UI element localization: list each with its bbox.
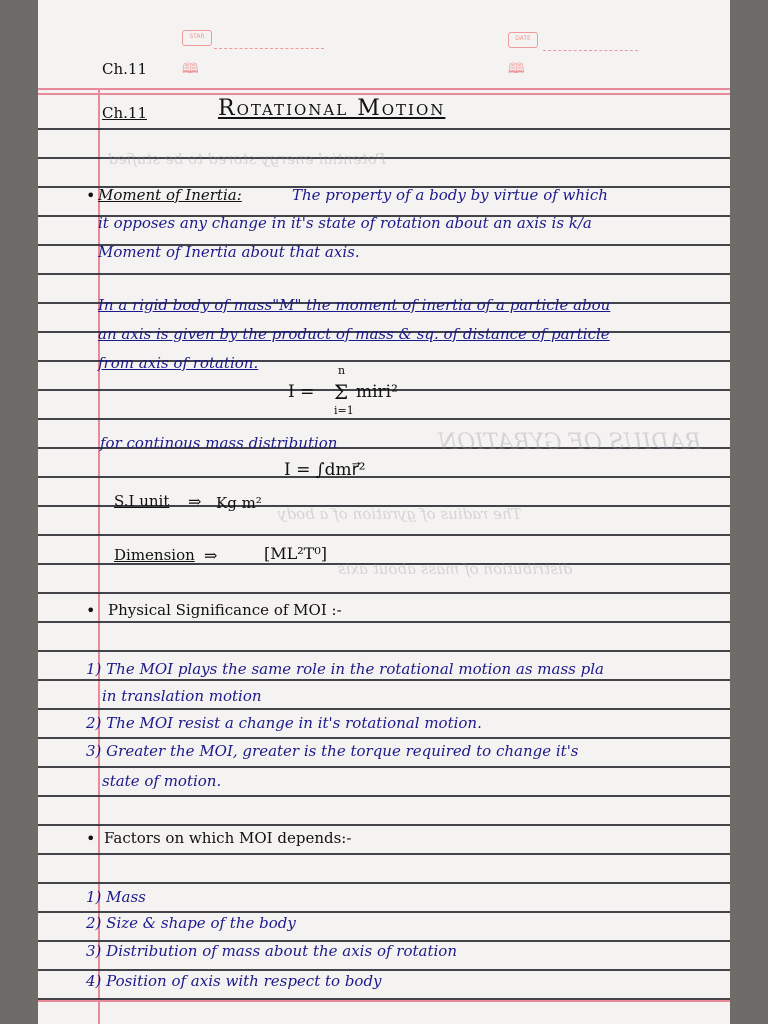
ruled-line [38, 882, 730, 884]
chapter-top-label: Ch.11 [102, 60, 147, 78]
ruled-line [38, 273, 730, 275]
factor-item-3: 3) Distribution of mass about the axis of rotation [86, 942, 457, 960]
ruled-line [38, 708, 730, 710]
factor-item-4: 4) Position of axis with respect to body [86, 972, 382, 990]
bullet-dot: • [86, 186, 96, 205]
chapter-label: Ch.11 [102, 104, 147, 122]
moi-text-line-3: Moment of Inertia about that axis. [98, 243, 360, 261]
star-stamp: STAR [182, 30, 212, 46]
moi-text-line-1: The property of a body by virtue of which [292, 186, 608, 204]
ruled-line [38, 650, 730, 652]
header-dotted-line-right [543, 50, 638, 51]
bullet-dot: • [86, 829, 96, 848]
formula-lhs: I = [288, 382, 315, 402]
factor-item-2: 2) Size & shape of the body [86, 914, 296, 932]
point-3-cont: state of motion. [102, 772, 222, 790]
rigid-text-line-3: from axis of rotation. [98, 354, 259, 372]
bleed-through-ghost: The radius of gyration of a body [278, 505, 522, 523]
bleed-through-ghost: distribution of mass about axis [338, 560, 573, 578]
factor-item-1: 1) Mass [86, 888, 146, 906]
physical-significance-heading: Physical Significance of MOI :- [108, 601, 342, 619]
ruled-line [38, 128, 730, 130]
notebook-page [38, 0, 730, 1024]
moi-text-line-2: it opposes any change in it's state of rotation about an axis is k/a [98, 214, 592, 232]
book-icon-left: 🕮 [182, 61, 199, 77]
dimension-label: Dimension [114, 546, 195, 564]
dimension-value: [ML²T⁰] [264, 544, 327, 563]
si-arrow-icon: ⇒ [188, 492, 202, 511]
si-unit-value: Kg m² [216, 494, 262, 512]
header-dotted-line-left [214, 48, 324, 49]
top-margin-line-2 [38, 93, 730, 95]
page-title: Rotational Motion [218, 96, 446, 121]
ruled-line [38, 766, 730, 768]
ruled-line [38, 911, 730, 913]
bleed-through-ghost: RADIUS OF GYRATION [438, 430, 702, 455]
formula-term: miri² [356, 382, 398, 402]
rigid-text-line-2: an axis is given by the product of mass & sq. of distance of particle [98, 325, 610, 343]
ruled-line [38, 476, 730, 478]
bullet-dot: • [86, 601, 96, 620]
ruled-line [38, 853, 730, 855]
ruled-line [38, 592, 730, 594]
point-3: 3) Greater the MOI, greater is the torque required to change it's [86, 742, 579, 760]
bleed-through-ghost: Potential energy stored to be stufied [108, 150, 386, 168]
ruled-line [38, 621, 730, 623]
si-unit-label: S.I unit [114, 492, 170, 510]
book-icon-right: 🕮 [508, 61, 525, 77]
point-2: 2) The MOI resist a change in it's rotational motion. [86, 714, 482, 732]
top-margin-line [38, 88, 730, 90]
rigid-text-line-1: In a rigid body of mass"M" the moment of inertia of a particle abou [98, 296, 611, 314]
point-1-cont: in translation motion [102, 687, 262, 705]
ruled-line [38, 824, 730, 826]
ruled-line [38, 969, 730, 971]
ruled-line [38, 737, 730, 739]
continuous-formula: I = ∫dmr⃗² [284, 460, 366, 480]
date-stamp: DATE [508, 32, 538, 48]
formula-upper-limit: n [338, 364, 346, 377]
moi-heading: Moment of Inertia: [98, 186, 242, 204]
formula-lower-limit: i=1 [334, 404, 354, 417]
ruled-line [38, 534, 730, 536]
point-1: 1) The MOI plays the same role in the rotational motion as mass pla [86, 660, 604, 678]
continuous-text: for continous mass distribution [100, 434, 338, 452]
ruled-line [38, 418, 730, 420]
formula-sigma: Σ [334, 380, 349, 404]
ruled-line [38, 679, 730, 681]
bottom-margin-line [38, 1000, 730, 1002]
dimension-arrow-icon: ⇒ [204, 546, 218, 565]
ruled-line [38, 795, 730, 797]
factors-heading: Factors on which MOI depends:- [104, 829, 352, 847]
